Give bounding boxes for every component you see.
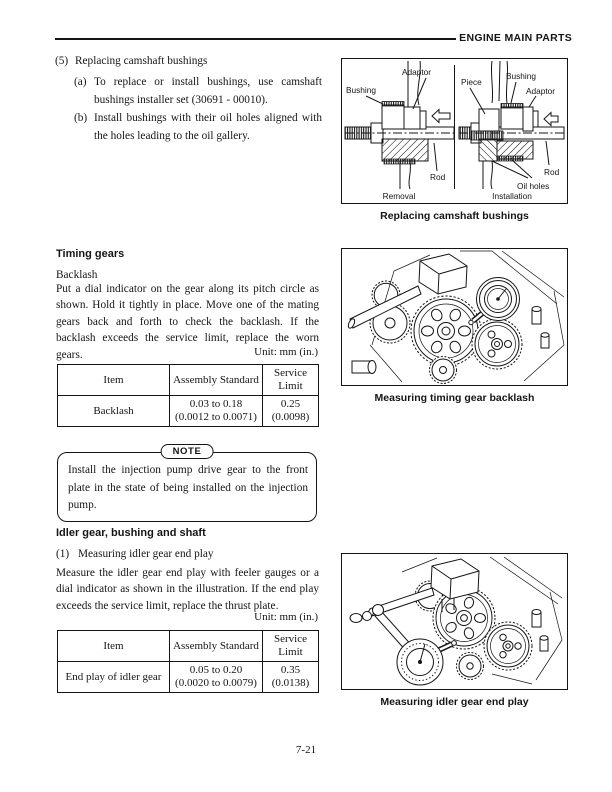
assembly-in: (0.0012 to 0.0071): [175, 411, 257, 423]
col-header-service: Service Limit: [263, 365, 319, 396]
label-rod-left: Rod: [430, 172, 446, 182]
installation-panel: [459, 61, 564, 201]
assembly-in: (0.0020 to 0.0079): [175, 677, 257, 689]
figure-frame: [341, 58, 568, 204]
assembly-mm: 0.05 to 0.20: [189, 664, 243, 676]
unit-label: Unit: mm (in.): [254, 611, 318, 623]
cell-service: [263, 396, 319, 427]
table-row: [58, 396, 319, 427]
figure-caption: Measuring timing gear backlash: [374, 392, 535, 404]
label-bushing-right: Bushing: [506, 71, 536, 81]
label-adaptor-left: Adaptor: [402, 67, 432, 77]
dial-gauge: [397, 639, 456, 685]
sub-item-label: (b): [74, 112, 88, 124]
timing-paragraph: Put a dial indicator on the gear along its pitch circle as shown. Hold it tightly in place. Move one of the mating gears back and forth to check the backlash. If the backlash exceeds the service limit, replace the worn gears.: [56, 283, 319, 361]
cell-assembly: [170, 662, 263, 693]
label-bushing-left: Bushing: [346, 85, 376, 95]
cell-assembly: [170, 396, 263, 427]
figure-idler-end-play: [341, 553, 568, 708]
service-in: (0.0138): [271, 677, 310, 689]
figure-caption: Replacing camshaft bushings: [380, 210, 529, 222]
col-header-assembly: Assembly Standard: [170, 631, 263, 662]
idler-gear-heading: Idler gear, bushing and shaft: [56, 527, 206, 539]
table-header-row: [58, 365, 319, 396]
page-number: 7-21: [295, 744, 317, 756]
label-installation: Installation: [492, 191, 532, 201]
item-number: (5): [55, 55, 69, 67]
figure-caption: Measuring idler gear end play: [380, 696, 529, 708]
label-piece: Piece: [461, 77, 482, 87]
figure-frame: [341, 553, 568, 690]
note-label: NOTE: [161, 444, 214, 459]
figure-frame: [341, 248, 568, 386]
backlash-table: [57, 364, 319, 427]
side-bolts: [532, 307, 549, 349]
camshaft-sub-item-b: [74, 110, 322, 145]
table-row: [58, 662, 319, 693]
sub-item-text: To replace or install bushings, use camshaft bushings installer set (30691 - 00010).: [94, 76, 322, 106]
page-header-title: ENGINE MAIN PARTS: [459, 32, 572, 44]
camshaft-sub-item-a: [74, 74, 322, 109]
camshaft-bushing-diagram: [342, 59, 566, 203]
idler-item-1: [56, 546, 320, 564]
unit-label: Unit: mm (in.): [254, 346, 318, 358]
header-rule: [55, 38, 456, 40]
direction-arrow-icon: [432, 110, 450, 123]
label-adaptor-right: Adaptor: [526, 86, 556, 96]
label-rod-right: Rod: [544, 167, 560, 177]
sub-item-text: Install bushings with their oil holes aligned with the holes leading to the oil gallery.: [94, 112, 322, 142]
timing-gear-diagram: [342, 249, 566, 385]
col-header-assembly: Assembly Standard: [170, 365, 263, 396]
figure-timing-backlash: [341, 248, 568, 404]
removal-panel: [345, 61, 454, 201]
label-oil-holes: Oil holes: [517, 181, 550, 191]
col-header-service: Service Limit: [263, 631, 319, 662]
note-text: Install the injection pump drive gear to the front plate in the state of being installed on the injection pump.: [68, 464, 308, 511]
item-number: (1): [56, 548, 70, 560]
idler-paragraph: Measure the idler gear end play with feeler gauges or a dial indicator as shown in the illustration. If the end play exceeds the service limit, replace the thrust plate.: [56, 567, 319, 612]
col-header-item: Item: [58, 631, 170, 662]
figure-camshaft-bushings: [341, 58, 568, 222]
backlash-subheading: Backlash: [56, 269, 98, 281]
note-box: [57, 446, 317, 522]
dial-indicator: [469, 278, 520, 325]
label-removal: Removal: [382, 191, 416, 201]
cell-service: [263, 662, 319, 693]
idler-gear-diagram: [342, 554, 566, 689]
side-bolts: [532, 610, 548, 652]
cell-item: End play of idler gear: [58, 662, 170, 693]
service-mm: 0.35: [280, 664, 301, 676]
sub-item-label: (a): [74, 76, 87, 88]
assembly-mm: 0.03 to 0.18: [189, 398, 243, 410]
table-header-row: [58, 631, 319, 662]
timing-gears-heading: Timing gears: [56, 248, 125, 260]
end-play-table: [57, 630, 319, 693]
item-text: Replacing camshaft bushings: [75, 55, 208, 67]
camshaft-section-heading: [55, 53, 325, 71]
direction-arrow-icon: [544, 113, 558, 126]
service-in: (0.0098): [271, 411, 310, 423]
cell-item: Backlash: [58, 396, 170, 427]
mounting-block: [419, 254, 467, 294]
col-header-item: Item: [58, 365, 170, 396]
item-text: Measuring idler gear end play: [78, 548, 214, 560]
service-mm: 0.25: [280, 398, 301, 410]
